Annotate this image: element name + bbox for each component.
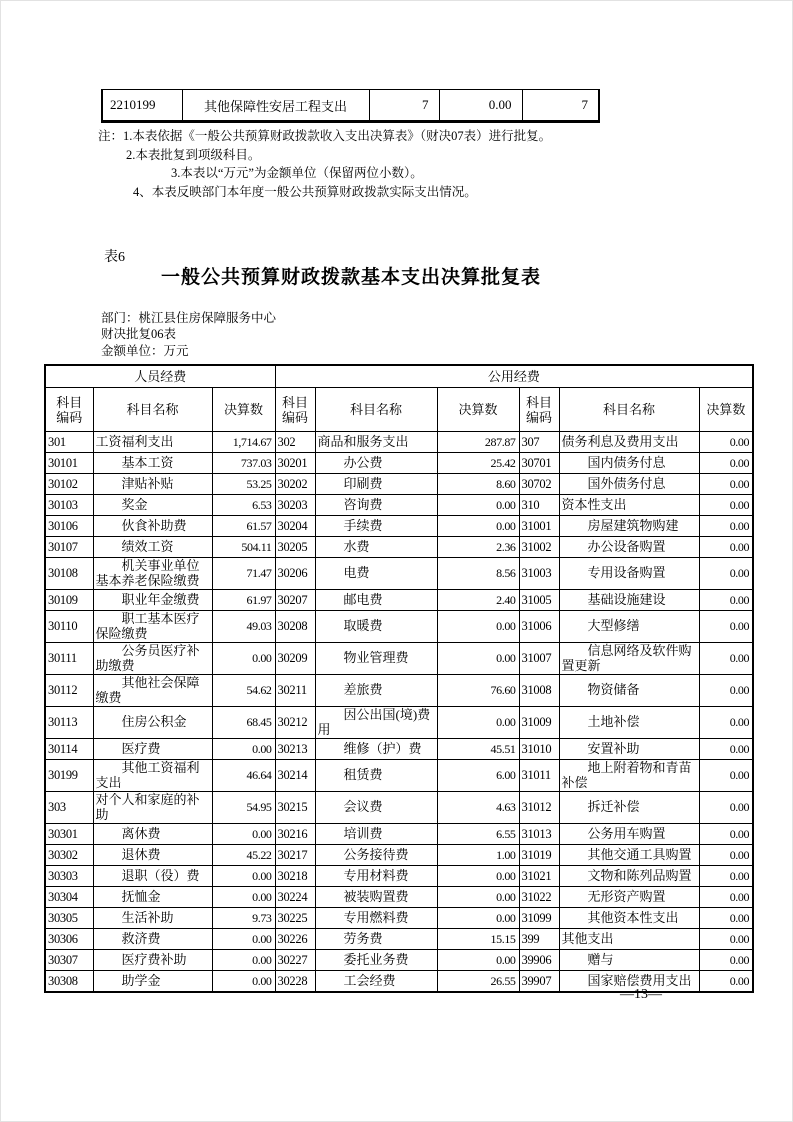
subject-code-cell: 30201 bbox=[275, 453, 315, 474]
subject-name-cell: 资本性支出 bbox=[559, 495, 699, 516]
subject-code-cell: 303 bbox=[45, 792, 93, 824]
subject-code-cell: 30199 bbox=[45, 760, 93, 792]
subject-code-cell: 30213 bbox=[275, 739, 315, 760]
amount-cell: 0.00 bbox=[212, 971, 275, 992]
subject-name-cell: 医疗费补助 bbox=[93, 950, 212, 971]
amount-cell: 9.73 bbox=[212, 908, 275, 929]
amount-cell: 0.00 bbox=[699, 516, 753, 537]
amount-cell: 0.00 bbox=[212, 929, 275, 950]
amount-cell: 54.95 bbox=[212, 792, 275, 824]
amount-cell: 15.15 bbox=[437, 929, 519, 950]
subject-name-cell: 救济费 bbox=[93, 929, 212, 950]
amount-cell: 1.00 bbox=[437, 845, 519, 866]
table-row bbox=[45, 558, 753, 590]
amount-cell: 0.00 bbox=[437, 611, 519, 643]
subject-name-cell: 取暖费 bbox=[315, 611, 437, 643]
subject-name-cell: 物资储备 bbox=[559, 675, 699, 707]
subject-code-cell: 31009 bbox=[519, 707, 559, 739]
subject-name-cell: 退休费 bbox=[93, 845, 212, 866]
subject-code-cell: 301 bbox=[45, 432, 93, 453]
subject-code-cell: 30225 bbox=[275, 908, 315, 929]
amount-cell: 0.00 bbox=[699, 971, 753, 992]
table-row bbox=[45, 707, 753, 739]
amount-cell: 0.00 bbox=[439, 90, 522, 122]
subject-name-cell: 租赁费 bbox=[315, 760, 437, 792]
amount-cell: 0.00 bbox=[437, 887, 519, 908]
col-header-subject-name: 科目名称 bbox=[559, 388, 699, 432]
subject-code-cell: 30301 bbox=[45, 824, 93, 845]
subject-code-cell: 30112 bbox=[45, 675, 93, 707]
subject-code-cell: 30226 bbox=[275, 929, 315, 950]
amount-cell: 737.03 bbox=[212, 453, 275, 474]
table-number-label: 表6 bbox=[104, 250, 125, 265]
amount-cell: 46.64 bbox=[212, 760, 275, 792]
subject-name-cell: 劳务费 bbox=[315, 929, 437, 950]
subject-code-cell: 31003 bbox=[519, 558, 559, 590]
table-row bbox=[45, 824, 753, 845]
subject-name-cell: 伙食补助费 bbox=[93, 516, 212, 537]
table-row bbox=[45, 887, 753, 908]
amount-cell: 45.22 bbox=[212, 845, 275, 866]
subject-name-cell: 助学金 bbox=[93, 971, 212, 992]
subject-name-cell: 医疗费 bbox=[93, 739, 212, 760]
subject-name-cell: 绩效工资 bbox=[93, 537, 212, 558]
subject-name-cell: 其他资本性支出 bbox=[559, 908, 699, 929]
subject-code-cell: 30211 bbox=[275, 675, 315, 707]
subject-code-cell: 31012 bbox=[519, 792, 559, 824]
subject-name-cell: 其他支出 bbox=[559, 929, 699, 950]
subject-code-cell: 30216 bbox=[275, 824, 315, 845]
amount-cell: 0.00 bbox=[437, 495, 519, 516]
subject-code-cell: 30203 bbox=[275, 495, 315, 516]
subject-code-cell: 30306 bbox=[45, 929, 93, 950]
amount-cell: 0.00 bbox=[699, 760, 753, 792]
subject-code-cell: 31022 bbox=[519, 887, 559, 908]
amount-cell: 0.00 bbox=[212, 887, 275, 908]
subject-name-cell: 印刷费 bbox=[315, 474, 437, 495]
amount-cell: 0.00 bbox=[699, 495, 753, 516]
subject-code-cell: 30107 bbox=[45, 537, 93, 558]
amount-cell: 8.56 bbox=[437, 558, 519, 590]
amount-cell: 53.25 bbox=[212, 474, 275, 495]
amount-cell: 68.45 bbox=[212, 707, 275, 739]
table-meta bbox=[101, 310, 276, 359]
amount-cell: 8.60 bbox=[437, 474, 519, 495]
subject-code-cell: 30102 bbox=[45, 474, 93, 495]
subject-code-cell: 30106 bbox=[45, 516, 93, 537]
subject-code-cell: 31007 bbox=[519, 643, 559, 675]
subject-name-cell: 地上附着物和青苗补偿 bbox=[559, 760, 699, 792]
amount-cell: 7 bbox=[522, 90, 599, 122]
table-row bbox=[45, 643, 753, 675]
table-row bbox=[102, 90, 599, 122]
amount-cell: 0.00 bbox=[699, 887, 753, 908]
subject-code-cell: 30103 bbox=[45, 495, 93, 516]
amount-cell: 0.00 bbox=[699, 707, 753, 739]
note-line-3: 3.本表以“万元”为金额单位（保留两位小数）。 bbox=[171, 166, 423, 181]
col-header-subject-name: 科目名称 bbox=[315, 388, 437, 432]
subject-code-cell: 30204 bbox=[275, 516, 315, 537]
table-row bbox=[45, 432, 753, 453]
col-header-subject-code: 科目编码 bbox=[45, 388, 93, 432]
subject-code-cell: 31021 bbox=[519, 866, 559, 887]
subject-name-cell: 土地补偿 bbox=[559, 707, 699, 739]
subject-name-cell: 物业管理费 bbox=[315, 643, 437, 675]
subject-name-cell: 专用设备购置 bbox=[559, 558, 699, 590]
table-row bbox=[45, 739, 753, 760]
amount-cell: 0.00 bbox=[699, 866, 753, 887]
col-header-subject-code: 科目编码 bbox=[519, 388, 559, 432]
amount-cell: 0.00 bbox=[212, 950, 275, 971]
subject-name-cell: 职业年金缴费 bbox=[93, 590, 212, 611]
amount-cell: 49.03 bbox=[212, 611, 275, 643]
subject-name-cell: 其他保障性安居工程支出 bbox=[182, 90, 369, 122]
amount-cell: 0.00 bbox=[699, 558, 753, 590]
group-header-personnel: 人员经费 bbox=[45, 365, 275, 388]
col-header-final-amount: 决算数 bbox=[212, 388, 275, 432]
amount-cell: 61.57 bbox=[212, 516, 275, 537]
subject-code-cell: 31005 bbox=[519, 590, 559, 611]
amount-cell: 0.00 bbox=[699, 950, 753, 971]
subject-code-cell: 31010 bbox=[519, 739, 559, 760]
subject-code-cell: 30218 bbox=[275, 866, 315, 887]
subject-name-cell: 维修（护）费 bbox=[315, 739, 437, 760]
subject-name-cell: 基础设施建设 bbox=[559, 590, 699, 611]
subject-name-cell: 津贴补贴 bbox=[93, 474, 212, 495]
subject-name-cell: 会议费 bbox=[315, 792, 437, 824]
subject-code-cell: 30308 bbox=[45, 971, 93, 992]
subject-name-cell: 因公出国(境)费用 bbox=[315, 707, 437, 739]
subject-name-cell: 办公设备购置 bbox=[559, 537, 699, 558]
col-header-subject-name: 科目名称 bbox=[93, 388, 212, 432]
amount-cell: 0.00 bbox=[437, 643, 519, 675]
column-header-row bbox=[45, 388, 753, 432]
subject-name-cell: 离休费 bbox=[93, 824, 212, 845]
subject-name-cell: 信息网络及软件购置更新 bbox=[559, 643, 699, 675]
subject-name-cell: 差旅费 bbox=[315, 675, 437, 707]
subject-code-cell: 30207 bbox=[275, 590, 315, 611]
subject-name-cell: 生活补助 bbox=[93, 908, 212, 929]
subject-code-cell: 307 bbox=[519, 432, 559, 453]
amount-cell: 2.40 bbox=[437, 590, 519, 611]
subject-code-cell: 31008 bbox=[519, 675, 559, 707]
subject-code-cell: 30228 bbox=[275, 971, 315, 992]
amount-cell: 6.55 bbox=[437, 824, 519, 845]
subject-code-cell: 39906 bbox=[519, 950, 559, 971]
amount-cell: 504.11 bbox=[212, 537, 275, 558]
amount-cell: 0.00 bbox=[437, 950, 519, 971]
table-notes bbox=[98, 127, 748, 201]
page-number: —13— bbox=[620, 987, 662, 1002]
subject-name-cell: 大型修缮 bbox=[559, 611, 699, 643]
subject-code-cell: 30202 bbox=[275, 474, 315, 495]
subject-code-cell: 31002 bbox=[519, 537, 559, 558]
subject-code-cell: 30227 bbox=[275, 950, 315, 971]
amount-cell: 0.00 bbox=[212, 739, 275, 760]
subject-name-cell: 赠与 bbox=[559, 950, 699, 971]
amount-cell: 0.00 bbox=[437, 866, 519, 887]
subject-code-cell: 31011 bbox=[519, 760, 559, 792]
amount-cell: 0.00 bbox=[699, 908, 753, 929]
amount-cell: 61.97 bbox=[212, 590, 275, 611]
subject-name-cell: 商品和服务支出 bbox=[315, 432, 437, 453]
col-header-final-amount: 决算数 bbox=[437, 388, 519, 432]
amount-cell: 0.00 bbox=[699, 675, 753, 707]
note-line-4: 4、本表反映部门本年度一般公共预算财政拨款实际支出情况。 bbox=[133, 184, 477, 199]
meta-department: 部门：桃江县住房保障服务中心 bbox=[101, 311, 277, 325]
subject-name-cell: 债务利息及费用支出 bbox=[559, 432, 699, 453]
amount-cell: 0.00 bbox=[437, 516, 519, 537]
amount-cell: 0.00 bbox=[699, 590, 753, 611]
subject-name-cell: 被装购置费 bbox=[315, 887, 437, 908]
table-row bbox=[45, 866, 753, 887]
subject-name-cell: 邮电费 bbox=[315, 590, 437, 611]
subject-code-cell: 30701 bbox=[519, 453, 559, 474]
subject-code-cell: 30111 bbox=[45, 643, 93, 675]
subject-name-cell: 房屋建筑物购建 bbox=[559, 516, 699, 537]
amount-cell: 0.00 bbox=[437, 908, 519, 929]
subject-name-cell: 手续费 bbox=[315, 516, 437, 537]
meta-amount-unit: 金额单位：万元 bbox=[101, 343, 189, 358]
col-header-subject-code: 科目编码 bbox=[275, 388, 315, 432]
meta-form-number: 财决批复06表 bbox=[101, 327, 177, 342]
amount-cell: 0.00 bbox=[437, 707, 519, 739]
amount-cell: 6.00 bbox=[437, 760, 519, 792]
note-line-1: 注：1.本表依据《一般公共预算财政拨款收入支出决算表》（财决07表）进行批复。 bbox=[98, 129, 552, 143]
table-row bbox=[45, 845, 753, 866]
amount-cell: 0.00 bbox=[699, 643, 753, 675]
subject-name-cell: 公务员医疗补助缴费 bbox=[93, 643, 212, 675]
amount-cell: 0.00 bbox=[699, 432, 753, 453]
note-line-2: 2.本表批复到项级科目。 bbox=[126, 147, 261, 162]
table-row bbox=[45, 537, 753, 558]
subject-name-cell: 办公费 bbox=[315, 453, 437, 474]
amount-cell: 287.87 bbox=[437, 432, 519, 453]
subject-code-cell: 30303 bbox=[45, 866, 93, 887]
subject-name-cell: 公务用车购置 bbox=[559, 824, 699, 845]
table-row bbox=[45, 474, 753, 495]
subject-code-cell: 31099 bbox=[519, 908, 559, 929]
subject-name-cell: 水费 bbox=[315, 537, 437, 558]
table-row bbox=[45, 611, 753, 643]
subject-code-cell: 302 bbox=[275, 432, 315, 453]
subject-code-cell: 30206 bbox=[275, 558, 315, 590]
subject-code-cell: 399 bbox=[519, 929, 559, 950]
amount-cell: 0.00 bbox=[699, 929, 753, 950]
subject-name-cell: 奖金 bbox=[93, 495, 212, 516]
subject-name-cell: 对个人和家庭的补助 bbox=[93, 792, 212, 824]
amount-cell: 0.00 bbox=[699, 792, 753, 824]
subject-name-cell: 拆迁补偿 bbox=[559, 792, 699, 824]
subject-code-cell: 30209 bbox=[275, 643, 315, 675]
subject-code-cell: 31001 bbox=[519, 516, 559, 537]
amount-cell: 0.00 bbox=[212, 866, 275, 887]
subject-code-cell: 30205 bbox=[275, 537, 315, 558]
subject-code-cell: 30217 bbox=[275, 845, 315, 866]
amount-cell: 0.00 bbox=[699, 537, 753, 558]
subject-code-cell: 30110 bbox=[45, 611, 93, 643]
subject-name-cell: 电费 bbox=[315, 558, 437, 590]
subject-name-cell: 安置补助 bbox=[559, 739, 699, 760]
subject-code-cell: 30208 bbox=[275, 611, 315, 643]
table-row bbox=[45, 516, 753, 537]
amount-cell: 26.55 bbox=[437, 971, 519, 992]
subject-name-cell: 住房公积金 bbox=[93, 707, 212, 739]
subject-code-cell: 30214 bbox=[275, 760, 315, 792]
subject-name-cell: 职工基本医疗保险缴费 bbox=[93, 611, 212, 643]
amount-cell: 1,714.67 bbox=[212, 432, 275, 453]
subject-code-cell: 30108 bbox=[45, 558, 93, 590]
amount-cell: 54.62 bbox=[212, 675, 275, 707]
amount-cell: 76.60 bbox=[437, 675, 519, 707]
table-row bbox=[45, 495, 753, 516]
col-header-final-amount: 决算数 bbox=[699, 388, 753, 432]
subject-code-cell: 30307 bbox=[45, 950, 93, 971]
amount-cell: 25.42 bbox=[437, 453, 519, 474]
subject-name-cell: 抚恤金 bbox=[93, 887, 212, 908]
subject-code-cell: 30302 bbox=[45, 845, 93, 866]
subject-name-cell: 文物和陈列品购置 bbox=[559, 866, 699, 887]
amount-cell: 7 bbox=[369, 90, 439, 122]
subject-name-cell: 其他工资福利支出 bbox=[93, 760, 212, 792]
table-row bbox=[45, 590, 753, 611]
subject-code-cell: 30215 bbox=[275, 792, 315, 824]
table-row bbox=[45, 792, 753, 824]
subject-code-cell: 30224 bbox=[275, 887, 315, 908]
amount-cell: 45.51 bbox=[437, 739, 519, 760]
amount-cell: 0.00 bbox=[699, 824, 753, 845]
subject-name-cell: 培训费 bbox=[315, 824, 437, 845]
subject-code-cell: 30109 bbox=[45, 590, 93, 611]
subject-name-cell: 国家赔偿费用支出 bbox=[559, 971, 699, 992]
subject-code-cell: 2210199 bbox=[102, 90, 182, 122]
subject-name-cell: 机关事业单位基本养老保险缴费 bbox=[93, 558, 212, 590]
subject-code-cell: 30114 bbox=[45, 739, 93, 760]
subject-code-cell: 30113 bbox=[45, 707, 93, 739]
table-row bbox=[45, 675, 753, 707]
amount-cell: 0.00 bbox=[212, 824, 275, 845]
subject-name-cell: 国内债务付息 bbox=[559, 453, 699, 474]
table-row bbox=[45, 760, 753, 792]
table-row bbox=[45, 929, 753, 950]
subject-code-cell: 39907 bbox=[519, 971, 559, 992]
basic-expenditure-table bbox=[44, 364, 754, 993]
subject-code-cell: 30304 bbox=[45, 887, 93, 908]
subject-name-cell: 无形资产购置 bbox=[559, 887, 699, 908]
subject-name-cell: 公务接待费 bbox=[315, 845, 437, 866]
subject-name-cell: 基本工资 bbox=[93, 453, 212, 474]
subject-code-cell: 31013 bbox=[519, 824, 559, 845]
subject-name-cell: 咨询费 bbox=[315, 495, 437, 516]
subject-code-cell: 30212 bbox=[275, 707, 315, 739]
amount-cell: 6.53 bbox=[212, 495, 275, 516]
previous-page-table bbox=[101, 89, 600, 123]
subject-code-cell: 30101 bbox=[45, 453, 93, 474]
main-table-body bbox=[45, 432, 753, 992]
amount-cell: 71.47 bbox=[212, 558, 275, 590]
group-header-row bbox=[45, 365, 753, 388]
subject-code-cell: 31006 bbox=[519, 611, 559, 643]
amount-cell: 0.00 bbox=[699, 611, 753, 643]
subject-name-cell: 委托业务费 bbox=[315, 950, 437, 971]
subject-code-cell: 31019 bbox=[519, 845, 559, 866]
subject-name-cell: 其他社会保障缴费 bbox=[93, 675, 212, 707]
subject-name-cell: 国外债务付息 bbox=[559, 474, 699, 495]
amount-cell: 0.00 bbox=[212, 643, 275, 675]
subject-code-cell: 310 bbox=[519, 495, 559, 516]
subject-code-cell: 30305 bbox=[45, 908, 93, 929]
subject-name-cell: 专用材料费 bbox=[315, 866, 437, 887]
subject-name-cell: 其他交通工具购置 bbox=[559, 845, 699, 866]
subject-name-cell: 工会经费 bbox=[315, 971, 437, 992]
subject-code-cell: 30702 bbox=[519, 474, 559, 495]
amount-cell: 0.00 bbox=[699, 474, 753, 495]
amount-cell: 0.00 bbox=[699, 845, 753, 866]
group-header-public: 公用经费 bbox=[275, 365, 753, 388]
amount-cell: 0.00 bbox=[699, 453, 753, 474]
table-row bbox=[45, 453, 753, 474]
amount-cell: 4.63 bbox=[437, 792, 519, 824]
amount-cell: 0.00 bbox=[699, 739, 753, 760]
subject-name-cell: 专用燃料费 bbox=[315, 908, 437, 929]
table-row bbox=[45, 908, 753, 929]
subject-name-cell: 工资福利支出 bbox=[93, 432, 212, 453]
subject-name-cell: 退职（役）费 bbox=[93, 866, 212, 887]
amount-cell: 2.36 bbox=[437, 537, 519, 558]
table-row bbox=[45, 950, 753, 971]
page-title: 一般公共预算财政拨款基本支出决算批复表 bbox=[160, 267, 542, 288]
